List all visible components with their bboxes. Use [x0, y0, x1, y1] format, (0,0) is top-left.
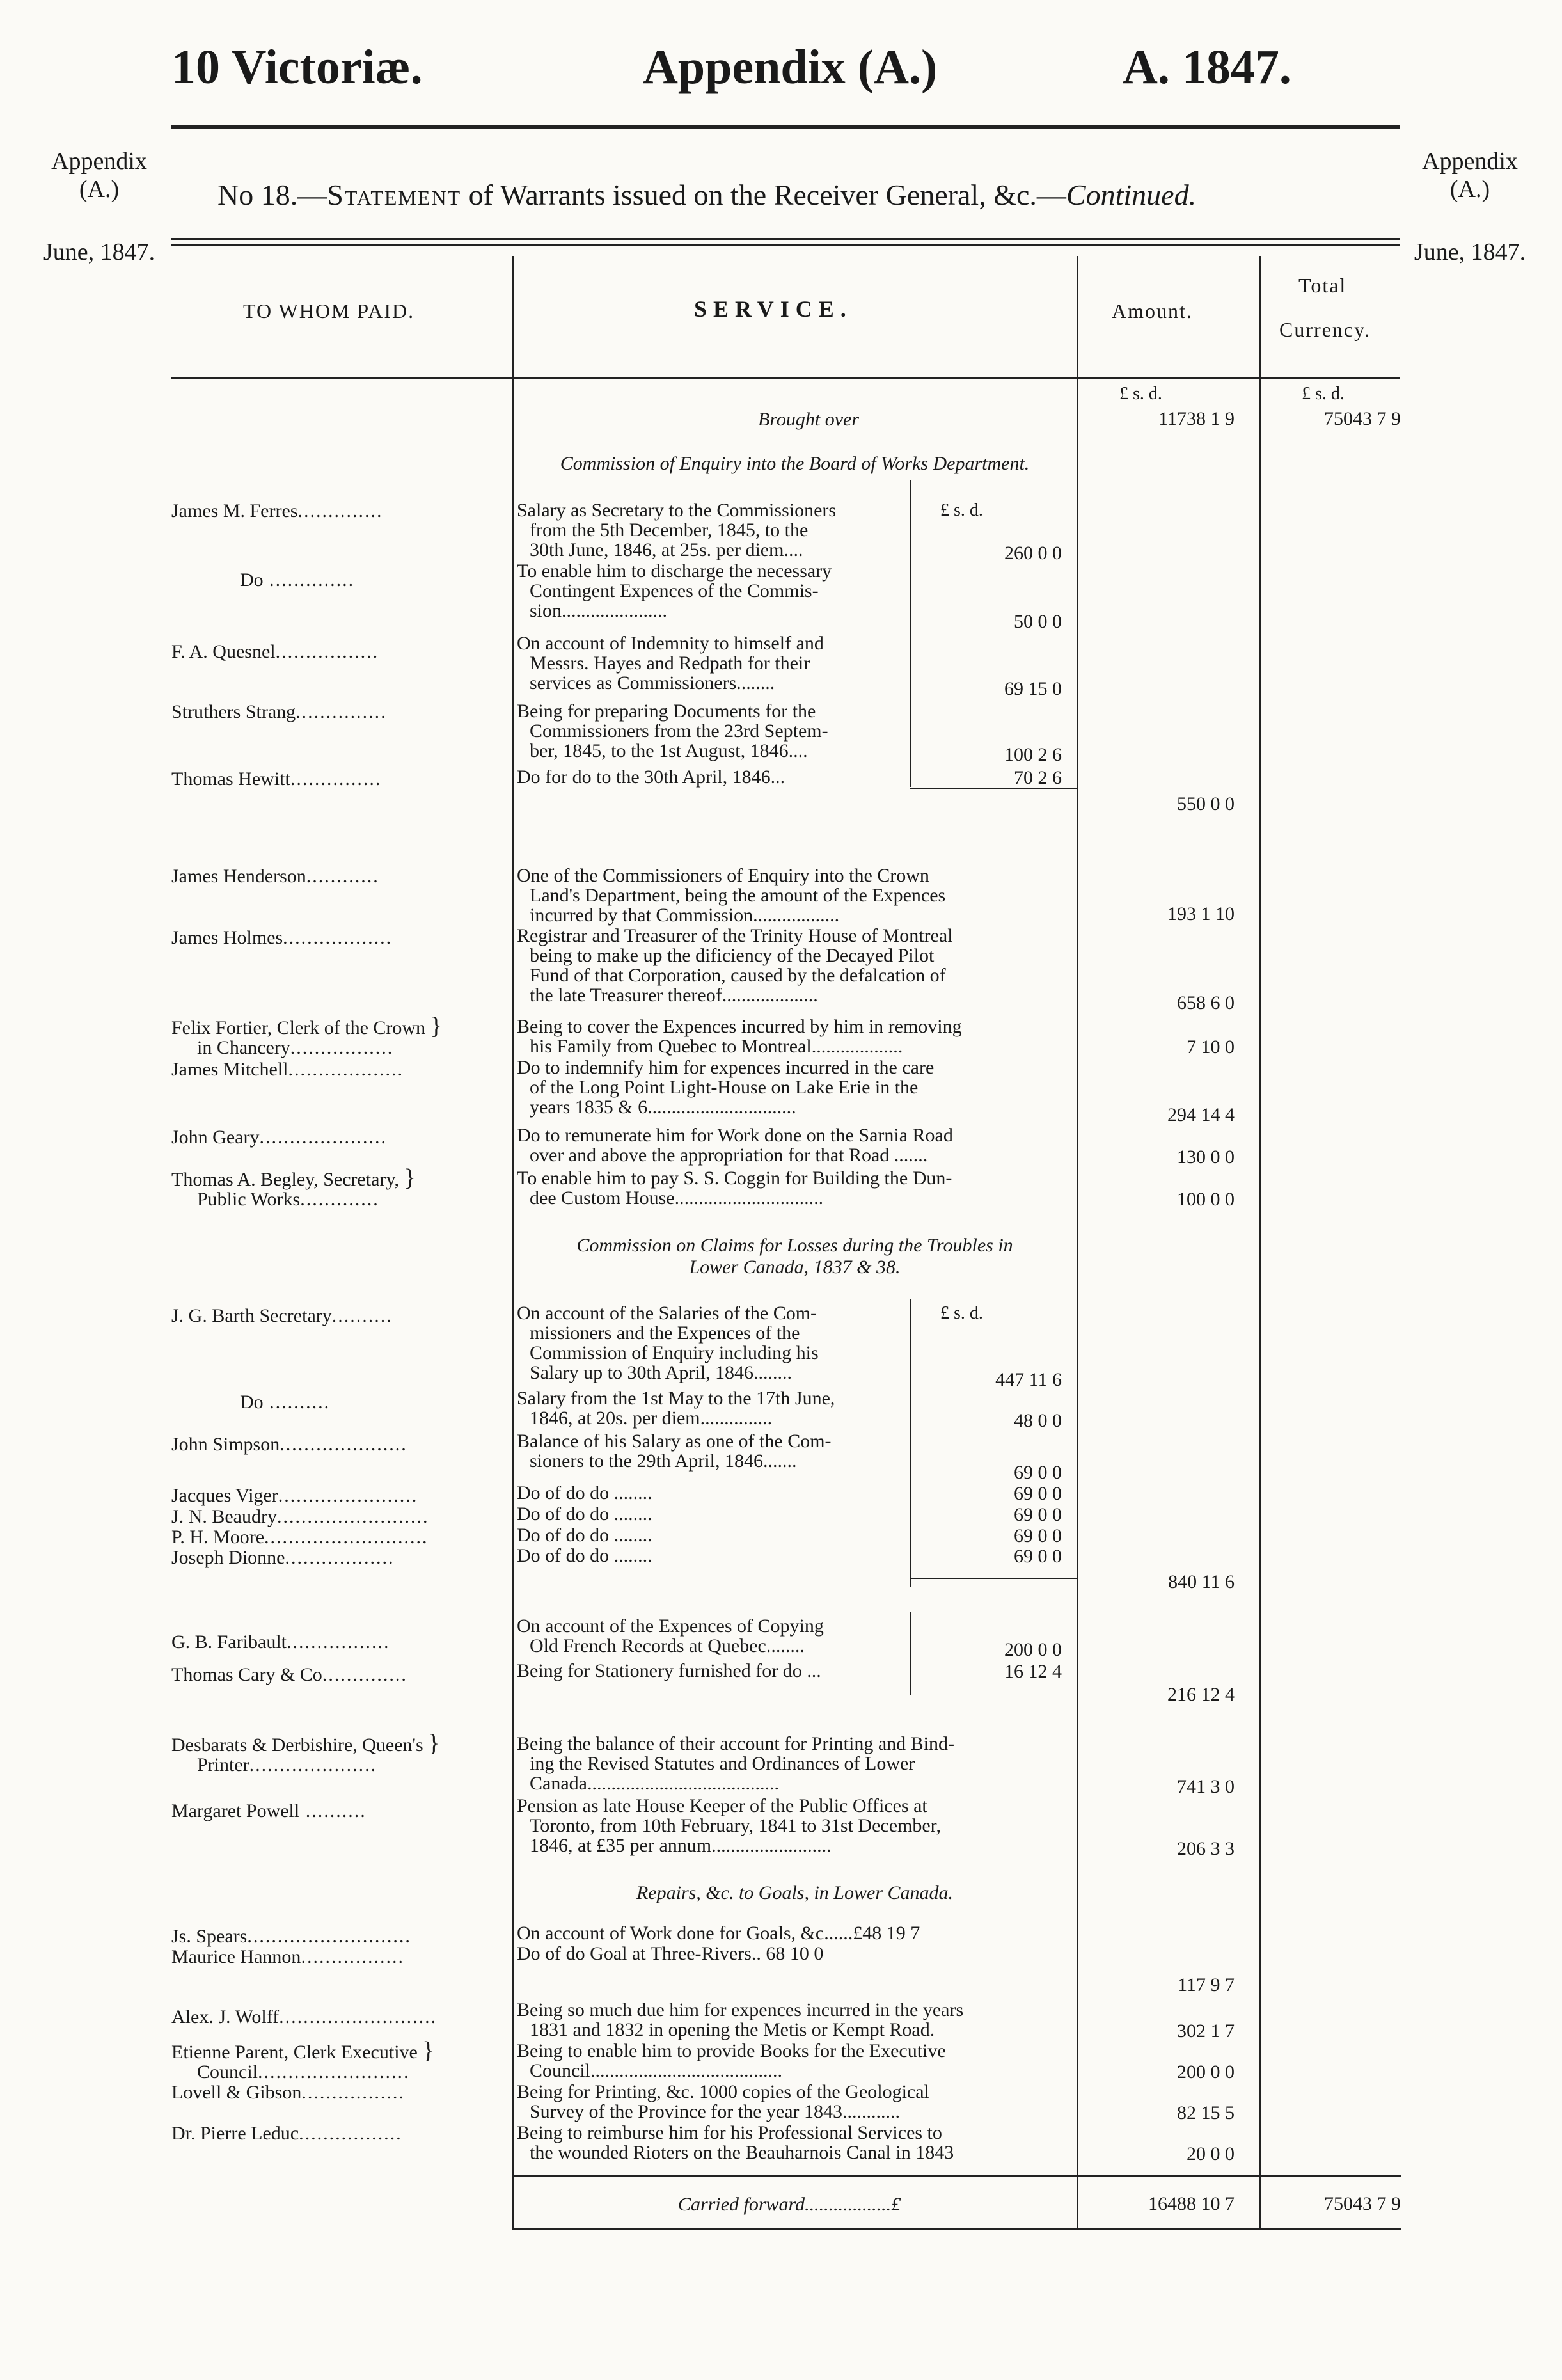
service-desc: Pension as late House Keeper of the Public Offices at Toronto, from 10th February, 1841 to 31st December, 1846, at £35 per annum......................... — [517, 1795, 941, 1856]
carried-forward-amount: 16488 10 7 — [1148, 2193, 1235, 2214]
inner-amount: 50 0 0 — [1014, 611, 1062, 632]
row-amount: 7 10 0 — [1187, 1036, 1235, 1058]
payee: Desbarats & Derbishire, Queen's } Printer..................... — [171, 1730, 440, 1775]
lsd-total: £ s. d. — [1302, 384, 1345, 404]
section-losses: Commission on Claims for Losses during the Troubles in Lower Canada, 1837 & 38. — [576, 1235, 1013, 1278]
payee: Js. Spears........................... — [171, 1926, 411, 1947]
bottom-rule — [512, 2228, 1401, 2230]
payee: Thomas Hewitt............... — [171, 768, 382, 789]
table-title: No 18.—Statement of Warrants issued on the Receiver General, &c.—Continued. — [217, 178, 1197, 211]
col-rule-service — [512, 256, 514, 2230]
block-total: 840 11 6 — [1168, 1571, 1235, 1592]
row-amount: 206 3 3 — [1177, 1838, 1235, 1859]
service-desc: Being to reimburse him for his Professional Services to the wounded Rioters on the Beauharnois Canal in 1843 — [517, 2122, 954, 2163]
inner-rule-3 — [910, 1612, 911, 1695]
col-header-total-2: Currency. — [1279, 318, 1371, 341]
title-rule-2 — [171, 244, 1400, 246]
payee: J. N. Beaudry......................... — [171, 1506, 429, 1527]
payee: Etienne Parent, Clerk Executive } Council......................... — [171, 2037, 434, 2082]
service-desc: Do of do do ........ — [517, 1503, 652, 1525]
service-desc: To enable him to pay S. S. Coggin for Building the Dun- dee Custom House............................... — [517, 1168, 952, 1209]
service-desc: Do of do do ........ — [517, 1525, 652, 1546]
margin-left-appendix: Appendix (A.) — [51, 148, 147, 203]
row-amount: 200 0 0 — [1177, 2061, 1235, 2082]
inner-amount: 69 0 0 — [1014, 1546, 1062, 1567]
service-desc: Being the balance of their account for Printing and Bind- ing the Revised Statutes and Ordinances of Lower Canada........................................ — [517, 1733, 954, 1794]
service-desc: Do to indemnify him for expences incurred in the care of the Long Point Light-House on Lake Erie in the years 1835 & 6............................... — [517, 1057, 935, 1118]
service-desc: Being for preparing Documents for the Commissioners from the 23rd Septem- ber, 1845, to the 1st August, 1846.... — [517, 701, 828, 761]
payee: Dr. Pierre Leduc................. — [171, 2123, 402, 2144]
row-amount: 20 0 0 — [1187, 2143, 1235, 2164]
brought-over-label: Brought over — [758, 409, 860, 430]
carried-forward-rule — [512, 2175, 1401, 2177]
service-desc: Being to cover the Expences incurred by him in removing his Family from Quebec to Montreal................... — [517, 1016, 962, 1057]
payee: Margaret Powell .......... — [171, 1800, 367, 1821]
col-header-service: SERVICE. — [694, 296, 853, 322]
payee: F. A. Quesnel................. — [171, 641, 379, 662]
row-amount: 82 15 5 — [1177, 2102, 1235, 2123]
running-head-right: A. 1847. — [1123, 40, 1291, 94]
service-desc: On account of Indemnity to himself and Messrs. Hayes and Redpath for their services as Commissioners........ — [517, 633, 824, 694]
title-rule-1 — [171, 238, 1400, 240]
row-amount: 741 3 0 — [1177, 1776, 1235, 1797]
running-head-left: 10 Victoriæ. — [171, 40, 423, 94]
payee: Joseph Dionne.................. — [171, 1547, 395, 1568]
row-amount: 302 1 7 — [1177, 2020, 1235, 2042]
payee: Maurice Hannon................. — [171, 1946, 404, 1967]
payee: John Geary..................... — [171, 1127, 387, 1148]
service-desc: Registrar and Treasurer of the Trinity House of Montreal being to make up the dificiency of the Decayed Pilot Fund of that Corporation, caused by the defalcation of the late Treasurer thereof.................... — [517, 925, 953, 1006]
service-desc: Do for do to the 30th April, 1846... — [517, 766, 785, 788]
inner-amount: 69 15 0 — [1004, 678, 1062, 699]
lsd-amount: £ s. d. — [1119, 384, 1162, 404]
payee: P. H. Moore........................... — [171, 1527, 429, 1548]
service-desc: Being so much due him for expences incurred in the years 1831 and 1832 in opening the Metis or Kempt Road. — [517, 1999, 964, 2040]
running-head-center: Appendix (A.) — [643, 40, 938, 94]
col-header-amount: Amount. — [1112, 299, 1193, 322]
carried-forward-total: 75043 7 9 — [1324, 2193, 1401, 2214]
service-desc: On account of the Expences of Copying Old French Records at Quebec........ — [517, 1615, 824, 1656]
inner-amount: 447 11 6 — [995, 1369, 1062, 1390]
service-desc: Do of do Goal at Three-Rivers.. 68 10 0 — [517, 1943, 824, 1964]
service-desc: Being for Printing, &c. 1000 copies of the Geological Survey of the Province for the year 1843............ — [517, 2081, 929, 2122]
header-rule — [171, 377, 1400, 379]
payee: James Holmes.................. — [171, 927, 393, 948]
payee: Thomas Cary & Co.............. — [171, 1664, 407, 1685]
payee: Alex. J. Wolff.......................... — [171, 2006, 438, 2027]
service-desc: On account of Work done for Goals, &c......£48 19 7 — [517, 1923, 920, 1944]
service-desc: To enable him to discharge the necessary Contingent Expences of the Commis- sion...................... — [517, 560, 832, 621]
inner-amount: 69 0 0 — [1014, 1483, 1062, 1504]
inner-sum-rule — [910, 1578, 1077, 1579]
row-amount: 100 0 0 — [1177, 1189, 1235, 1210]
head-rule — [171, 125, 1400, 129]
col-rule-amount — [1077, 256, 1078, 2230]
payee: G. B. Faribault................. — [171, 1631, 390, 1653]
payee: James M. Ferres.............. — [171, 500, 383, 521]
service-desc: Do to remunerate him for Work done on the Sarnia Road over and above the appropriation for that Road ....... — [517, 1125, 953, 1166]
section-goals: Repairs, &c. to Goals, in Lower Canada. — [636, 1882, 953, 1903]
payee: Do .............. — [240, 569, 355, 591]
service-desc: Salary as Secretary to the Commissioners from the 5th December, 1845, to the 30th June, 1846, at 25s. per diem.... — [517, 500, 837, 560]
payee: J. G. Barth Secretary.......... — [171, 1305, 393, 1326]
inner-rule-2 — [910, 1299, 911, 1587]
inner-amount: 48 0 0 — [1014, 1410, 1062, 1431]
payee: Lovell & Gibson................. — [171, 2082, 405, 2103]
col-header-total-1: Total — [1298, 274, 1347, 297]
service-desc: On account of the Salaries of the Com- missioners and the Expences of the Commission of Enquiry including his Salary up to 30th April, 1846........ — [517, 1303, 819, 1383]
payee: Felix Fortier, Clerk of the Crown } in Chancery................. — [171, 1013, 442, 1058]
service-desc: Do of do do ........ — [517, 1482, 652, 1503]
inner-rule-1 — [910, 480, 911, 787]
service-desc: Do of do do ........ — [517, 1545, 652, 1566]
margin-left-date: June, 1847. — [43, 239, 155, 266]
payee: Jacques Viger....................... — [171, 1485, 418, 1506]
margin-right-appendix: Appendix (A.) — [1422, 148, 1518, 203]
row-amount: 658 6 0 — [1177, 992, 1235, 1013]
brought-over-total: 75043 7 9 — [1324, 408, 1401, 429]
block-total: 216 12 4 — [1167, 1684, 1235, 1705]
row-amount: 193 1 10 — [1167, 903, 1235, 924]
block-total: 550 0 0 — [1177, 793, 1235, 814]
inner-amount: 16 12 4 — [1004, 1661, 1062, 1682]
payee: James Henderson............ — [171, 866, 379, 887]
inner-amount: 69 0 0 — [1014, 1504, 1062, 1525]
payee: Do .......... — [240, 1392, 331, 1413]
inner-lsd-2: £ s. d. — [940, 1303, 983, 1323]
brought-over-amount: 11738 1 9 — [1158, 408, 1235, 429]
section-board-of-works: Commission of Enquiry into the Board of Works Department. — [560, 453, 1030, 474]
service-desc: Being to enable him to provide Books for the Executive Council........................................ — [517, 2040, 946, 2081]
inner-amount: 200 0 0 — [1004, 1639, 1062, 1660]
service-desc: Being for Stationery furnished for do ... — [517, 1660, 821, 1681]
inner-amount: 100 2 6 — [1004, 744, 1062, 765]
inner-amount: 70 2 6 — [1014, 767, 1062, 788]
row-amount: 294 14 4 — [1167, 1104, 1235, 1125]
payee: Struthers Strang............... — [171, 701, 387, 722]
block-total: 117 9 7 — [1178, 1974, 1235, 1995]
inner-lsd-1: £ s. d. — [940, 500, 983, 520]
carried-forward-label: Carried forward..................£ — [678, 2194, 901, 2215]
inner-amount: 260 0 0 — [1004, 543, 1062, 564]
service-desc: One of the Commissioners of Enquiry into the Crown Land's Department, being the amount of the Expences incurred by that Commission.................. — [517, 865, 946, 926]
margin-right-date: June, 1847. — [1414, 239, 1526, 266]
col-header-to-whom: TO WHOM PAID. — [243, 299, 415, 322]
col-rule-total — [1259, 256, 1261, 2230]
inner-amount: 69 0 0 — [1014, 1525, 1062, 1546]
inner-sum-rule — [910, 788, 1077, 789]
inner-amount: 69 0 0 — [1014, 1462, 1062, 1483]
service-desc: Salary from the 1st May to the 17th June, 1846, at 20s. per diem............... — [517, 1388, 835, 1429]
service-desc: Balance of his Salary as one of the Com- sioners to the 29th April, 1846....... — [517, 1431, 832, 1472]
row-amount: 130 0 0 — [1177, 1146, 1235, 1168]
payee: John Simpson..................... — [171, 1434, 407, 1455]
payee: James Mitchell................... — [171, 1059, 404, 1080]
payee: Thomas A. Begley, Secretary, } Public Works............. — [171, 1164, 416, 1210]
